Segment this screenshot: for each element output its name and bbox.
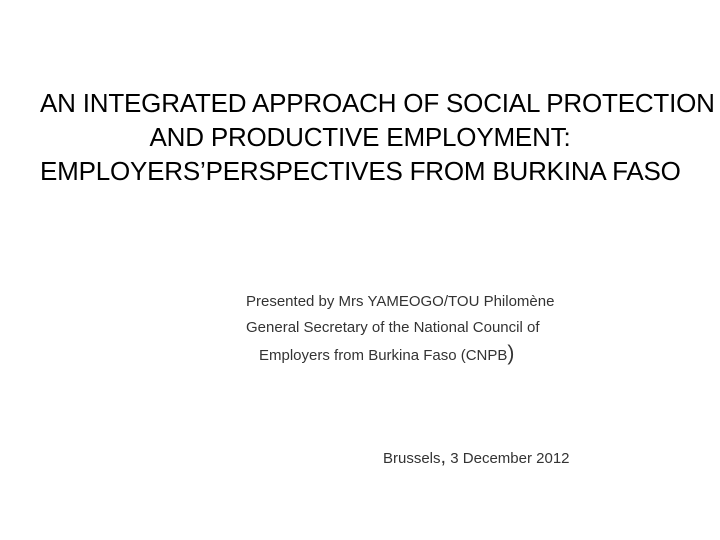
presenter-block: [246, 289, 686, 369]
title-line-1: AN INTEGRATED APPROACH OF SOCIAL PROTECTION: [40, 88, 715, 118]
title-line-3: EMPLOYERS’PERSPECTIVES FROM BURKINA FASO: [40, 156, 681, 186]
presenter-org-close-paren: ): [507, 342, 515, 365]
date-city: Brussels: [383, 450, 441, 467]
presenter-org-text: Employers from Burkina Faso (CNPB: [259, 347, 508, 364]
presenter-role-line: General Secretary of the National Council of: [246, 319, 540, 336]
date-day: 3 December 2012: [446, 450, 570, 467]
presenter-name-line: Presented by Mrs YAMEOGO/TOU Philomène: [246, 293, 555, 310]
date-line: [383, 445, 570, 471]
date-separator: ,: [440, 446, 447, 468]
title-line-2: AND PRODUCTIVE EMPLOYMENT:: [149, 122, 571, 152]
slide-title: [40, 86, 715, 188]
presenter-org-line: [246, 341, 686, 369]
